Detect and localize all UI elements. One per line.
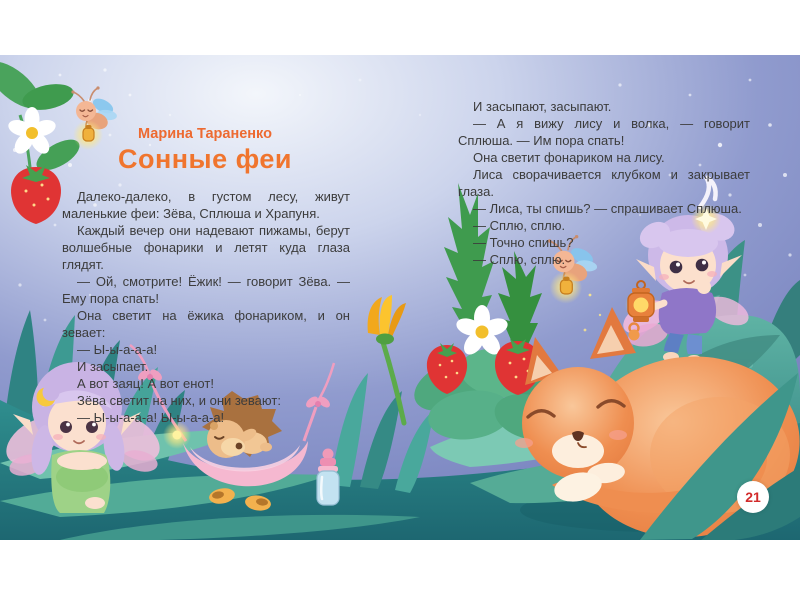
paragraph: И засыпают, засыпают. bbox=[473, 99, 612, 114]
author-name: Марина Тараненко bbox=[138, 126, 272, 142]
paragraph: — Ы-ы-а-а-а! Ы-ы-а-а-а! bbox=[77, 410, 225, 425]
paragraph: Далеко-далеко, в густом лесу, живут маленькие феи: Зёва, Сплюша и Храпуня. bbox=[62, 189, 350, 221]
paragraph: И засыпает. bbox=[77, 359, 149, 374]
paragraph: Она светит фонариком на лису. bbox=[473, 150, 665, 165]
paragraph: Она светит на ёжика фонариком, и он зевает: bbox=[62, 308, 350, 340]
paragraph: — Точно спишь? bbox=[473, 235, 574, 250]
paragraph: — Сплю, сплю. bbox=[473, 252, 566, 267]
paragraph: Каждый вечер они надевают пижамы, берут волшебные фонарики и летят куда глаза глядят. bbox=[62, 223, 350, 272]
paragraph: Зёва светит на них, и они зевают: bbox=[77, 393, 281, 408]
paragraph: — Лиса, ты спишь? — спрашивает Сплюша. bbox=[473, 201, 742, 216]
paragraph: — Сплю, сплю. bbox=[473, 218, 566, 233]
paragraph: — А я вижу лису и волка, — говорит Сплюша. — Им пора спать! bbox=[458, 116, 750, 148]
story-title: Сонные феи bbox=[117, 144, 293, 174]
left-page-text bbox=[62, 188, 350, 426]
paragraph: — Ы-ы-а-а-а! bbox=[77, 342, 158, 357]
right-page-text bbox=[458, 98, 750, 268]
paragraph: А вот заяц! А вот енот! bbox=[77, 376, 214, 391]
paragraph: — Ой, смотрите! Ёжик! — говорит Зёва. — Ему пора спать! bbox=[62, 274, 350, 306]
page-number-badge: 21 bbox=[737, 481, 769, 513]
paragraph: Лиса сворачивается клубком и закрывает глаза. bbox=[458, 167, 750, 199]
left-page-header bbox=[60, 126, 350, 175]
